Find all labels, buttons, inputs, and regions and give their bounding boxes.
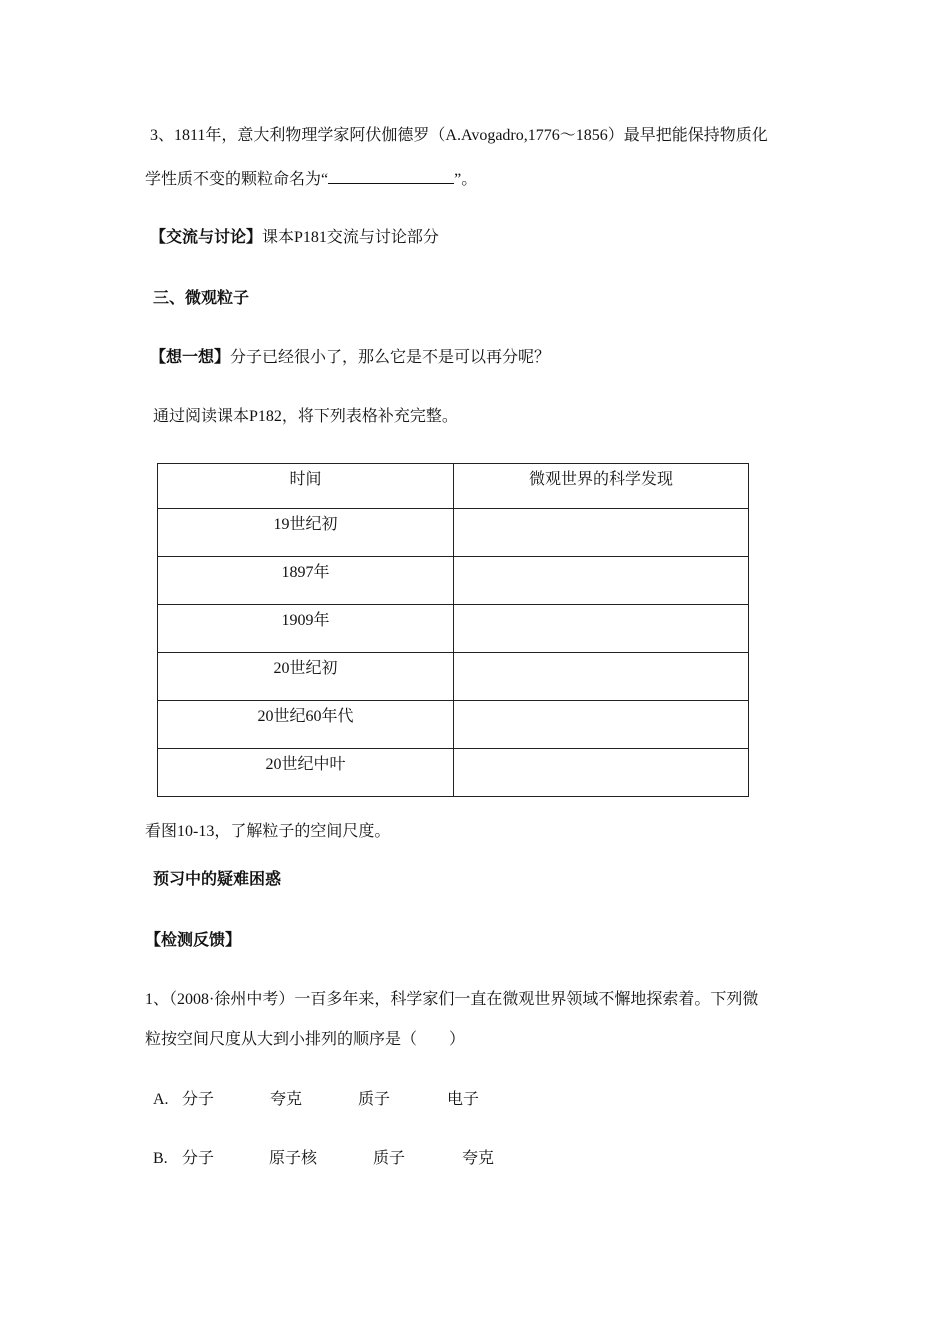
option-a-item: 质子 bbox=[358, 1091, 391, 1108]
discussion-text: 课本P181交流与讨论部分 bbox=[262, 229, 439, 246]
question-3-text-before-blank: 学性质不变的颗粒命名为“ bbox=[145, 171, 329, 188]
table-row bbox=[158, 653, 749, 701]
option-a-letter: A. bbox=[153, 1091, 169, 1108]
table-header-time: 时间 bbox=[158, 464, 454, 509]
option-b-item: 原子核 bbox=[269, 1150, 318, 1167]
feedback-title: 【检测反馈】 bbox=[145, 932, 242, 949]
question-3-text-after-blank: ”。 bbox=[454, 171, 478, 188]
table-cell-discovery[interactable] bbox=[454, 749, 749, 797]
table-cell-time: 20世纪初 bbox=[158, 653, 454, 701]
section-3-title: 三、微观粒子 bbox=[153, 290, 250, 307]
table-cell-discovery[interactable] bbox=[454, 653, 749, 701]
table-row bbox=[158, 557, 749, 605]
figure-note: 看图10-13，了解粒子的空间尺度。 bbox=[145, 823, 391, 840]
question-1-line-2: 粒按空间尺度从大到小排列的顺序是（ ） bbox=[145, 1031, 466, 1048]
discussion-label: 【交流与讨论】 bbox=[150, 229, 263, 246]
table-cell-time: 20世纪中叶 bbox=[158, 749, 454, 797]
option-a-item: 电子 bbox=[447, 1091, 480, 1108]
think-label: 【想一想】 bbox=[150, 349, 231, 366]
option-b-item: 分子 bbox=[182, 1150, 215, 1167]
option-b-item: 质子 bbox=[373, 1150, 406, 1167]
discovery-table bbox=[157, 463, 749, 797]
think-text: 分子已经很小了，那么它是不是可以再分呢？ bbox=[230, 349, 551, 366]
answer-blank[interactable] bbox=[328, 168, 454, 184]
option-a-item: 分子 bbox=[182, 1091, 215, 1108]
think-line bbox=[150, 348, 550, 368]
question-3-line-1: 3、1811年，意大利物理学家阿伏伽德罗（A.Avogadro,1776～1856）最早把能保持物质化 bbox=[150, 127, 768, 144]
table-cell-time: 20世纪60年代 bbox=[158, 701, 454, 749]
reading-instruction: 通过阅读课本P182，将下列表格补充完整。 bbox=[153, 408, 458, 425]
option-b-letter: B. bbox=[153, 1150, 168, 1167]
option-b[interactable] bbox=[153, 1149, 494, 1169]
table-cell-time: 1909年 bbox=[158, 605, 454, 653]
table-cell-discovery[interactable] bbox=[454, 509, 749, 557]
table-cell-time: 1897年 bbox=[158, 557, 454, 605]
option-a-item: 夸克 bbox=[270, 1091, 303, 1108]
table-row bbox=[158, 509, 749, 557]
table-cell-discovery[interactable] bbox=[454, 701, 749, 749]
option-b-item: 夸克 bbox=[462, 1150, 495, 1167]
table-header-row bbox=[158, 464, 749, 509]
table-cell-time: 19世纪初 bbox=[158, 509, 454, 557]
preview-doubts-heading: 预习中的疑难困惑 bbox=[153, 871, 282, 888]
table-cell-discovery[interactable] bbox=[454, 557, 749, 605]
table-header-discovery: 微观世界的科学发现 bbox=[454, 464, 749, 509]
table-cell-discovery[interactable] bbox=[454, 605, 749, 653]
table-row bbox=[158, 749, 749, 797]
discussion-line bbox=[150, 228, 439, 248]
question-3-line-2 bbox=[145, 168, 477, 190]
table-row bbox=[158, 701, 749, 749]
question-1-line-1: 1、（2008·徐州中考）一百多年来，科学家们一直在微观世界领域不懈地探索着。下列微 bbox=[145, 991, 759, 1008]
option-a[interactable] bbox=[153, 1090, 479, 1110]
table-row bbox=[158, 605, 749, 653]
